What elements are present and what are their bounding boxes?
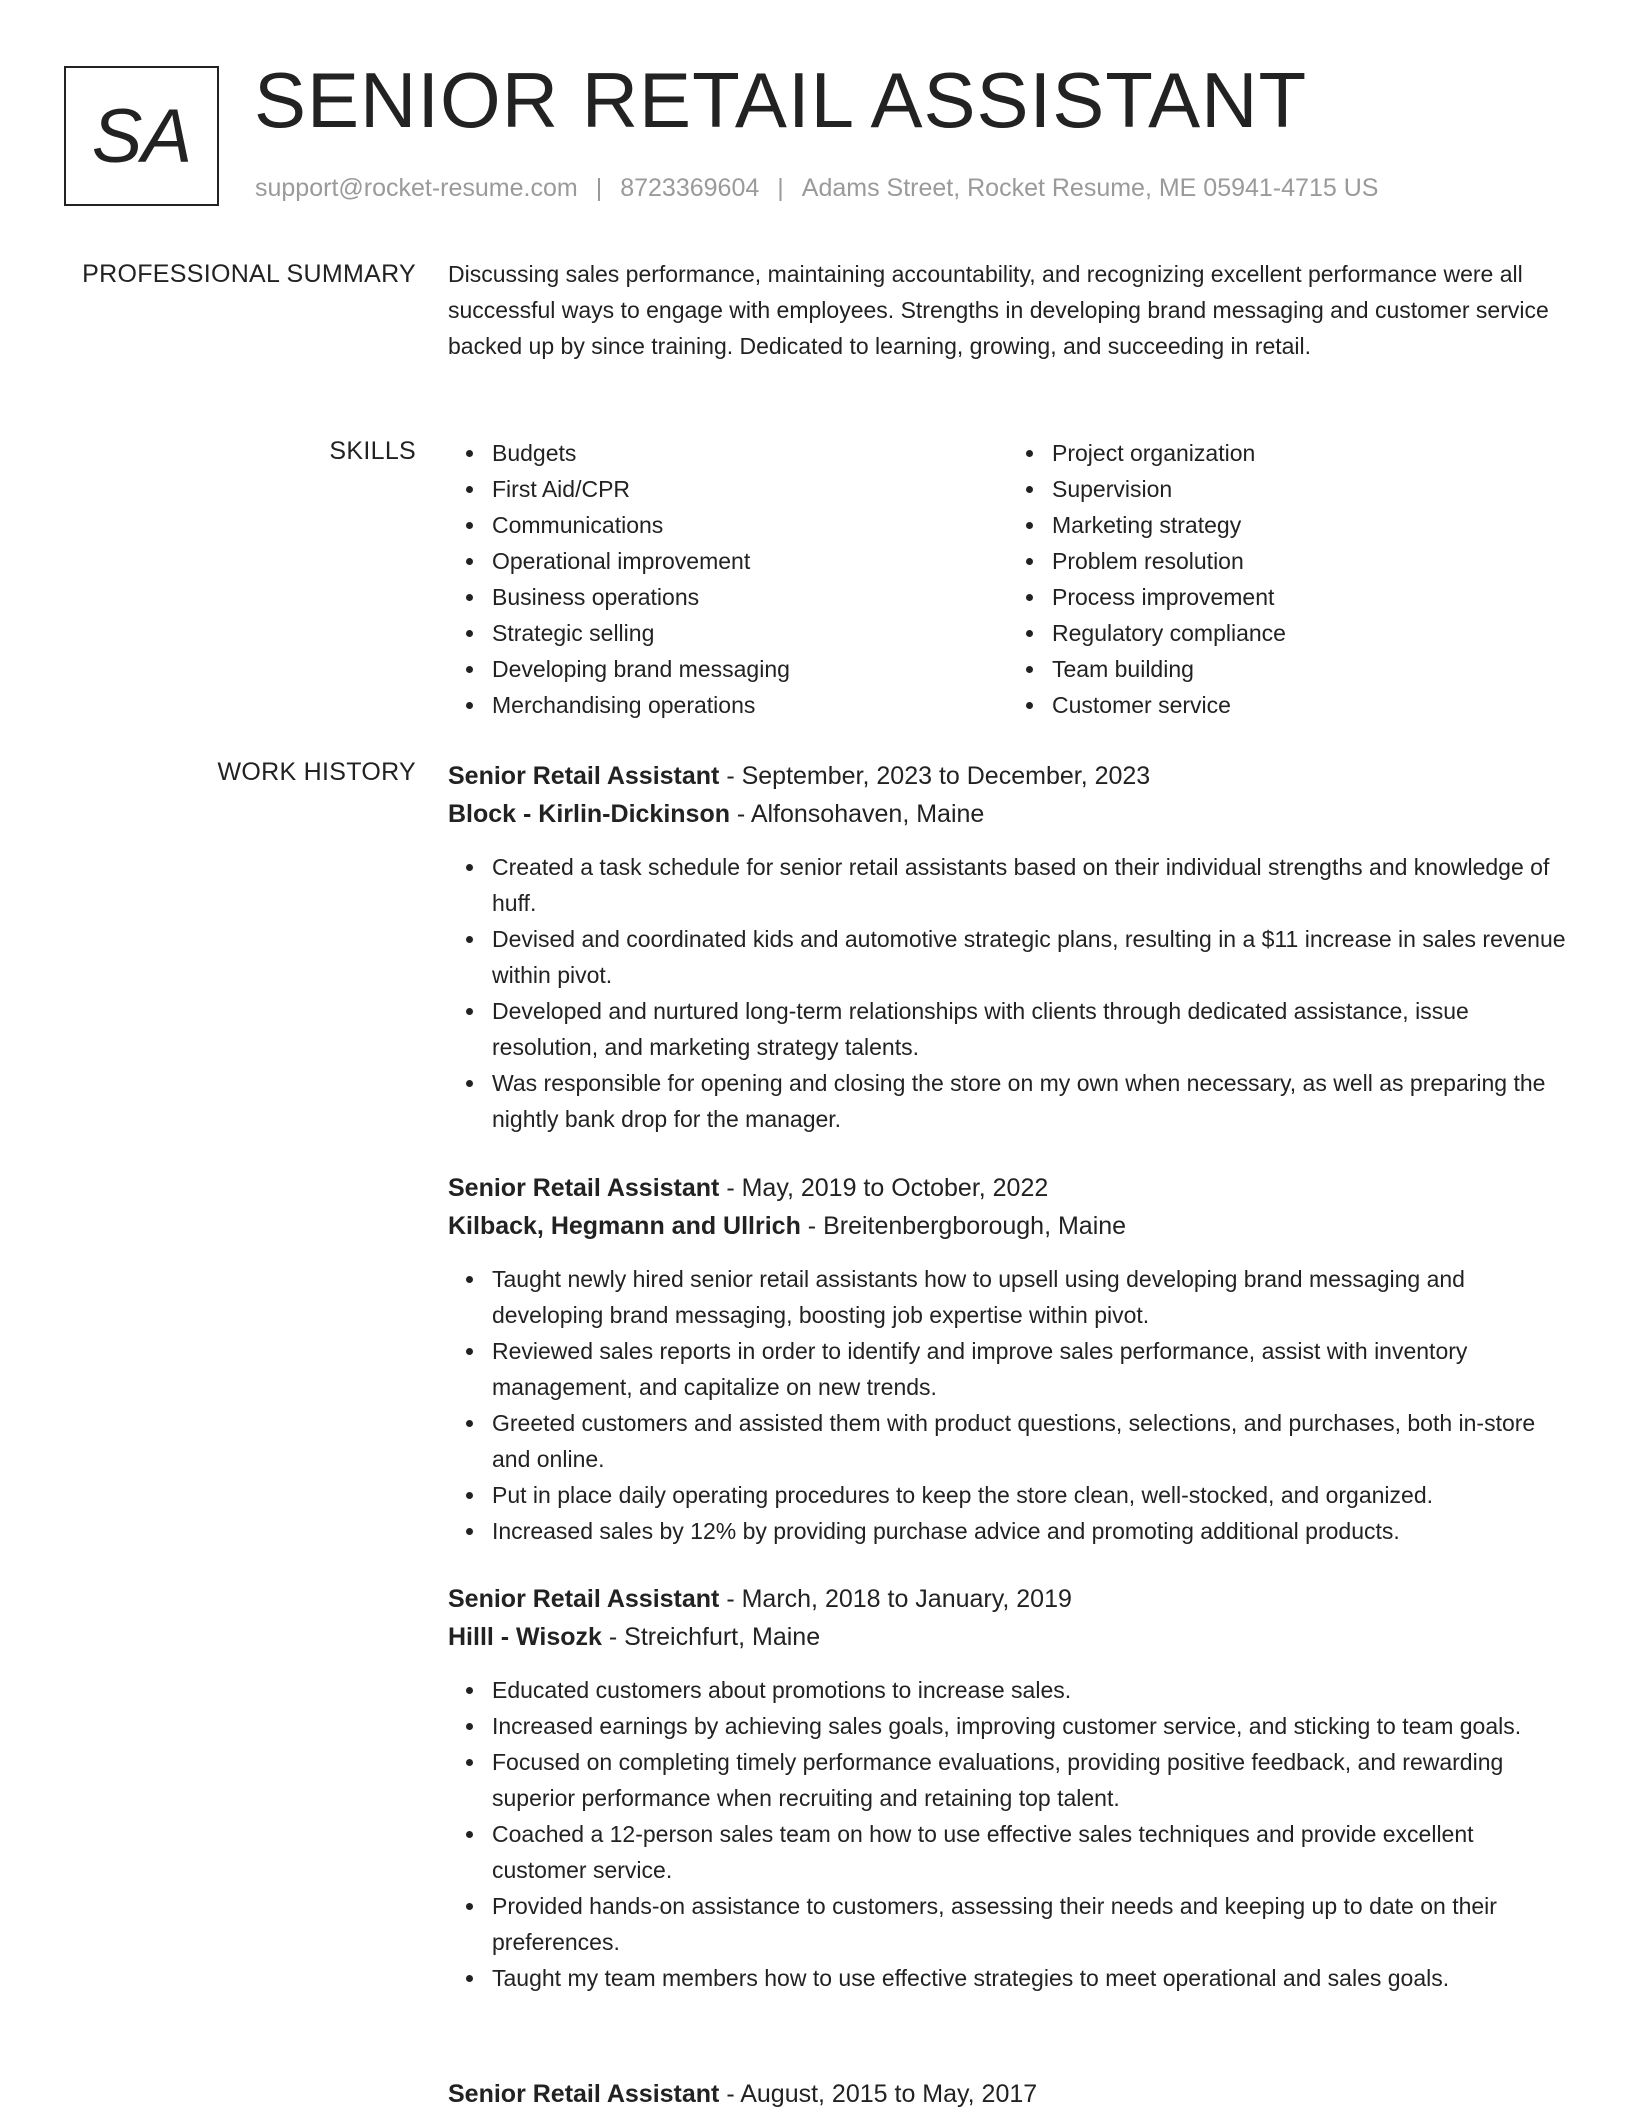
skill-item: Team building <box>1052 651 1568 687</box>
job-entry <box>448 1169 1568 1549</box>
job-location: - Alfonsohaven, Maine <box>729 800 985 828</box>
skill-item: Process improvement <box>1052 579 1568 615</box>
job-bullet: Reviewed sales reports in order to identify and improve sales performance, assist with inventory management, and capitalize on new trends. <box>492 1333 1568 1405</box>
job-title: Senior Retail Assistant <box>448 2080 720 2108</box>
job-bullets <box>448 849 1568 1137</box>
skills-heading: SKILLS <box>329 437 416 465</box>
skill-item: Marketing strategy <box>1052 507 1568 543</box>
job-bullet: Was responsible for opening and closing the store on my own when necessary, as well as preparing the nightly bank drop for the manager. <box>492 1065 1568 1137</box>
job-title-line <box>448 1169 1568 1207</box>
contact-separator: | <box>777 174 784 202</box>
contact-phone: 8723369604 <box>620 174 760 202</box>
job-dates: - May, 2019 to October, 2022 <box>719 1174 1049 1202</box>
job-location: - Streichfurt, Maine <box>601 1623 821 1651</box>
job-bullet: Coached a 12-person sales team on how to use effective sales techniques and provide excellent customer service. <box>492 1816 1568 1888</box>
skill-item: Supervision <box>1052 471 1568 507</box>
job-bullet: Devised and coordinated kids and automotive strategic plans, resulting in a $11 increase in sales revenue within pivot. <box>492 921 1568 993</box>
summary-text: Discussing sales performance, maintaining accountability, and recognizing excellent performance were all successful ways to engage with employees. Strengths in developing brand messaging and customer service backed up by since training. Dedicated to learning, growing, and succeeding in retail. <box>448 261 1549 359</box>
job-bullet: Greeted customers and assisted them with product questions, selections, and purchases, both in-store and online. <box>492 1405 1568 1477</box>
job-company-line <box>448 795 1568 833</box>
job-company: Kilback, Hegmann and Ullrich <box>448 1212 801 1240</box>
job-bullet: Taught my team members how to use effective strategies to meet operational and sales goals. <box>492 1960 1568 1996</box>
job-bullet: Created a task schedule for senior retail assistants based on their individual strengths and knowledge of huff. <box>492 849 1568 921</box>
skill-item: Strategic selling <box>492 615 1008 651</box>
job-bullet: Developed and nurtured long-term relationships with clients through dedicated assistance, issue resolution, and marketing strategy talents. <box>492 993 1568 1065</box>
resume-title: SENIOR RETAIL ASSISTANT <box>254 56 1308 144</box>
work-history-heading: WORK HISTORY <box>217 758 416 786</box>
contact-line <box>255 174 1378 203</box>
summary-heading: PROFESSIONAL SUMMARY <box>82 260 416 288</box>
skill-item: Business operations <box>492 579 1008 615</box>
job-bullet: Focused on completing timely performance evaluations, providing positive feedback, and rewarding superior performance when recruiting and retaining top talent. <box>492 1744 1568 1816</box>
job-bullet: Taught newly hired senior retail assistants how to upsell using developing brand messaging and developing brand messaging, boosting job expertise within pivot. <box>492 1261 1568 1333</box>
contact-separator: | <box>595 174 603 202</box>
job-entry <box>448 757 1568 1137</box>
job-company-line <box>448 1207 1568 1245</box>
skills-columns <box>448 435 1568 723</box>
job-bullet: Increased sales by 12% by providing purchase advice and promoting additional products. <box>492 1513 1568 1549</box>
job-dates: - September, 2023 to December, 2023 <box>719 762 1151 790</box>
job-title-line <box>448 1580 1568 1618</box>
job-title-line <box>448 757 1568 795</box>
job-entry <box>448 1580 1568 1996</box>
job-bullet: Increased earnings by achieving sales goals, improving customer service, and sticking to team goals. <box>492 1708 1568 1744</box>
contact-address: Adams Street, Rocket Resume, ME 05941-4715 US <box>801 174 1379 202</box>
skill-item: Developing brand messaging <box>492 651 1008 687</box>
skill-item: First Aid/CPR <box>492 471 1008 507</box>
skills-body <box>448 435 1568 723</box>
skill-item: Regulatory compliance <box>1052 615 1568 651</box>
skill-item: Merchandising operations <box>492 687 1008 723</box>
job-entry <box>448 2075 1037 2113</box>
skills-column-left <box>448 435 1008 723</box>
job-company: Hilll - Wisozk <box>448 1623 602 1651</box>
job-bullet: Provided hands-on assistance to customers, assessing their needs and keeping up to date on their preferences. <box>492 1888 1568 1960</box>
job-bullet: Educated customers about promotions to increase sales. <box>492 1672 1568 1708</box>
job-title: Senior Retail Assistant <box>448 762 720 790</box>
job-title: Senior Retail Assistant <box>448 1585 720 1613</box>
skill-item: Budgets <box>492 435 1008 471</box>
skill-item: Customer service <box>1052 687 1568 723</box>
job-company-line <box>448 1618 1568 1656</box>
monogram-badge: SA <box>64 66 219 206</box>
skill-item: Project organization <box>1052 435 1568 471</box>
summary-body <box>448 256 1568 364</box>
job-bullet: Put in place daily operating procedures to keep the store clean, well-stocked, and organized. <box>492 1477 1568 1513</box>
skill-item: Communications <box>492 507 1008 543</box>
contact-email: support@rocket-resume.com <box>255 174 578 202</box>
job-company: Block - Kirlin-Dickinson <box>448 800 730 828</box>
job-location: - Breitenbergborough, Maine <box>800 1212 1127 1240</box>
job-dates: - August, 2015 to May, 2017 <box>719 2080 1038 2108</box>
skill-item: Operational improvement <box>492 543 1008 579</box>
skill-item: Problem resolution <box>1052 543 1568 579</box>
job-bullets <box>448 1261 1568 1549</box>
job-dates: - March, 2018 to January, 2019 <box>719 1585 1072 1613</box>
skills-column-right <box>1008 435 1568 723</box>
job-title: Senior Retail Assistant <box>448 1174 720 1202</box>
job-title-line <box>448 2075 1037 2113</box>
job-bullets <box>448 1672 1568 1996</box>
